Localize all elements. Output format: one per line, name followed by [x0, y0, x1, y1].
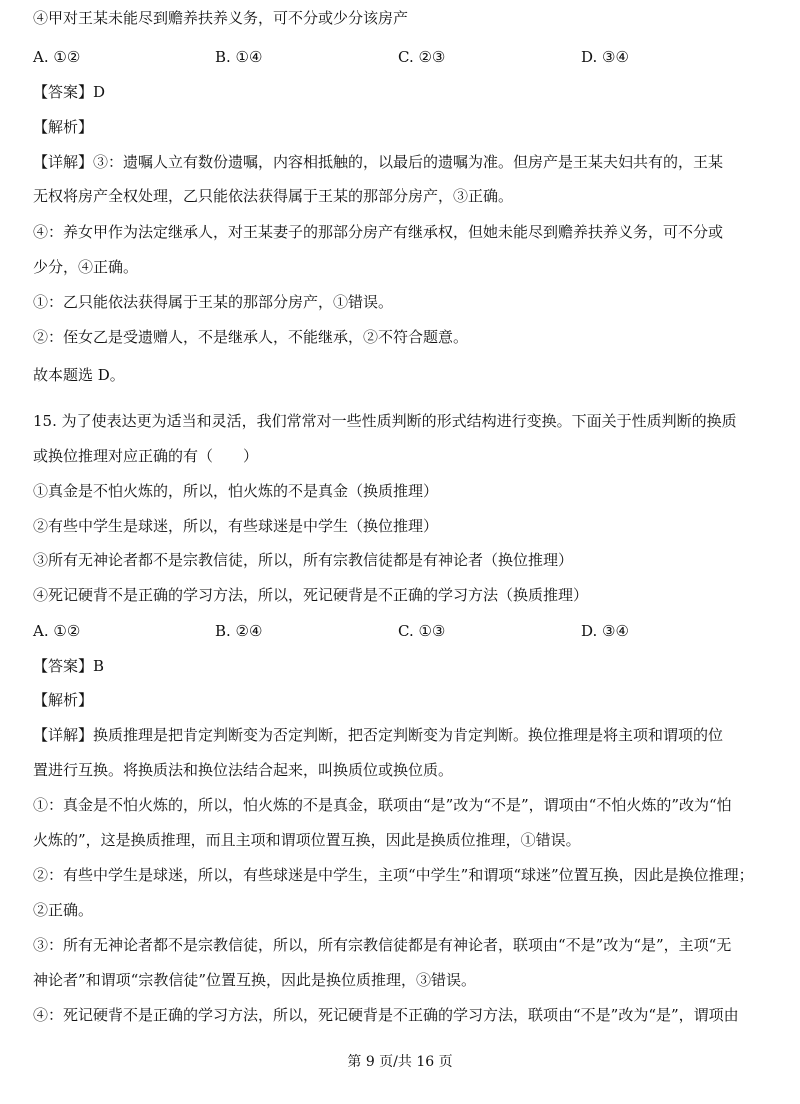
q15-item-1: ①真金是不怕火炼的，所以，怕火炼的不是真金（换质推理）	[33, 482, 439, 500]
q15-detail-line: ①：真金是不怕火炼的，所以，怕火炼的不是真金，联项由“是”改为“不是”，谓项由“不怕火炼的”改为“怕	[33, 796, 732, 814]
q14-detail-line: ④：养女甲作为法定继承人，对王某妻子的那部分房产有继承权，但她未能尽到赡养扶养义务，可不分或	[33, 223, 724, 241]
q14-option-c: C. ②③	[398, 48, 446, 66]
q14-analysis-label: 【解析】	[33, 118, 94, 136]
q15-detail-line: ②：有些中学生是球迷，所以，有些球迷是中学生，主项“中学生”和谓项“球迷”位置互换，因此是换位推理；	[33, 866, 754, 884]
q15-detail-line: ④：死记硬背不是正确的学习方法，所以，死记硬背是不正确的学习方法，联项由“不是”改为“是”，谓项由	[33, 1006, 739, 1024]
q15-item-2: ②有些中学生是球迷，所以，有些球迷是中学生（换位推理）	[33, 517, 439, 535]
q15-detail-line: 火炼的”，这是换质推理，而且主项和谓项位置互换，因此是换质位推理，①错误。	[33, 831, 581, 849]
q15-option-d: D. ③④	[581, 622, 629, 640]
q14-detail-line: ①：乙只能依法获得属于王某的那部分房产，①错误。	[33, 293, 394, 311]
q15-option-a: A. ①②	[33, 622, 81, 640]
q14-detail-line: 少分，④正确。	[33, 258, 139, 276]
q15-option-b: B. ②④	[215, 622, 263, 640]
q14-option-b: B. ①④	[215, 48, 263, 66]
q15-analysis-label: 【解析】	[33, 691, 94, 709]
q14-answer: 【答案】D	[33, 83, 106, 101]
q15-stem: 15. 为了使表达更为适当和灵活，我们常常对一些性质判断的形式结构进行变换。下面关于性质判断的换质	[33, 412, 737, 430]
q15-stem: 或换位推理对应正确的有（ ）	[33, 447, 259, 465]
q14-detail-line: 【详解】③：遗嘱人立有数份遗嘱，内容相抵触的，以最后的遗嘱为准。但房产是王某夫妇共有的，王某	[33, 153, 724, 171]
q15-item-4: ④死记硬背不是正确的学习方法，所以，死记硬背是不正确的学习方法（换质推理）	[33, 586, 589, 604]
q14-conclusion: 故本题选 D。	[33, 366, 125, 384]
q14-detail-line: ②：侄女乙是受遗赠人，不是继承人，不能继承，②不符合题意。	[33, 328, 469, 346]
q14-option-d: D. ③④	[581, 48, 629, 66]
q14-detail-line: 无权将房产全权处理，乙只能依法获得属于王某的那部分房产，③正确。	[33, 187, 514, 205]
q15-detail-line: 神论者”和谓项“宗教信徒”位置互换，因此是换位质推理，③错误。	[33, 971, 477, 989]
q15-detail-line: ③：所有无神论者都不是宗教信徒，所以，所有宗教信徒都是有神论者，联项由“不是”改为“是”，主项“无	[33, 936, 732, 954]
q15-answer: 【答案】B	[33, 657, 105, 675]
q15-detail-line: ②正确。	[33, 901, 94, 919]
page-number: 第 9 页/共 16 页	[347, 1054, 453, 1070]
q14-option-a: A. ①②	[33, 48, 81, 66]
q15-detail-line: 置进行互换。将换质法和换位法结合起来，叫换质位或换位质。	[33, 761, 454, 779]
q15-option-c: C. ①③	[398, 622, 446, 640]
q15-item-3: ③所有无神论者都不是宗教信徒，所以，所有宗教信徒都是有神论者（换位推理）	[33, 551, 574, 569]
q15-detail-line: 【详解】换质推理是把肯定判断变为否定判断，把否定判断变为肯定判断。换位推理是将主项和谓项的位	[33, 726, 724, 744]
q14-item-4: ④甲对王某未能尽到赡养扶养义务，可不分或少分该房产	[33, 9, 409, 27]
